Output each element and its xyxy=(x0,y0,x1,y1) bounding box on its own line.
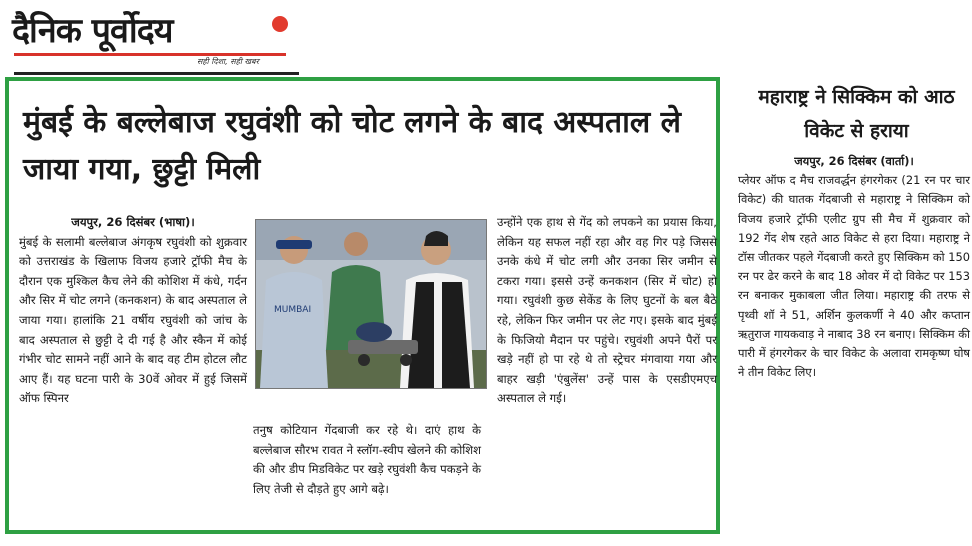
jersey-text: MUMBAI xyxy=(274,305,312,315)
newspaper-logo: दैनिक पूर्वोदय xyxy=(12,11,173,51)
story-column-1 xyxy=(19,213,247,409)
side-story-body: प्लेयर ऑफ द मैच राजवर्द्धन हंगरगेकर (21 रन पर चार विकेट) की घातक गेंदबाजी से महाराष्ट्र ने सिक्किम को विजय हजारे ट्रॉफी एलीट ग्रुप सी मैच में शुक्रवार को 192 गेंद शेष रहते आठ विकेट से हरा दिया। महाराष्ट्र ने टॉस जीतकर पहले गेंदबाजी करते हुए सिक्किम को 150 रन पर ढेर करने के बाद 18 ओवर में दो विकेट पर 153 रन बनाकर मुकाबला जीत लिया। महाराष्ट्र की तरफ से पृथ्वी शॉ ने 51, अर्शिन कुलकर्णी ने 40 और कप्तान ऋतुराज गायकवाड़ ने नाबाद 38 रन बनाए। सिक्किम की पारी में हंगरगेकर के चार विकेट के अलावा रामकृष्ण घोष ने तीन विकेट लिए। xyxy=(738,173,970,380)
logo-dot-icon xyxy=(272,16,288,32)
main-dateline: जयपुर, 26 दिसंबर (भाषा)। xyxy=(71,215,195,229)
masthead xyxy=(12,6,287,68)
story-column-2: तनुष कोटियान गेंदबाजी कर रहे थे। दाएं हाथ के बल्लेबाज सौरभ रावत ने स्लॉग-स्वीप खेलने की कोशिश की और डीप मिडविकेट पर खड़े रघुवंशी कैच पकड़ने के लिए तेजी से दौड़ते हुए आगे बढ़े। xyxy=(253,423,481,496)
masthead-dark-rule xyxy=(14,72,299,75)
main-headline: मुंबई के बल्लेबाज रघुवंशी को चोट लगने के बाद अस्पताल ले जाया गया, छुट्टी मिली xyxy=(23,105,681,187)
side-dateline: जयपुर, 26 दिसंबर (वार्ता)। xyxy=(794,154,914,168)
masthead-tagline: सही दिशा, सही खबर xyxy=(197,57,259,66)
news-photo-illustration xyxy=(256,220,486,388)
story-column-3: उन्होंने एक हाथ से गेंद को लपकने का प्रयास किया, लेकिन यह सफल नहीं रहा और वह गिर पड़े जिससे उनके कंधे में चोट लगी और उनका सिर जमीन से टकरा गया। इससे उन्हें कनकशन (सिर में चोट) हो गया। रघुवंशी कुछ सेकेंड के लिए घुटनों के बल बैठे रहे, लेकिन फिर जमीन पर लेट गए। इसके बाद मुंबई के फिजियो मैदान पर पहुंचे। रघुवंशी अपने पैरों पर खड़े नहीं हो पा रहे थे तो स्ट्रेचर मंगवाया गया और बाहर खड़ी 'एंबुलेंस' उन्हें पास के एसडीएमएच अस्पताल ले गई। xyxy=(497,215,717,406)
news-photo xyxy=(255,219,487,389)
side-story-text xyxy=(738,152,970,382)
story-column-1-text: मुंबई के सलामी बल्लेबाज अंगकृष रघुवंशी को शुक्रवार को उत्तराखंड के खिलाफ विजय हजारे ट्रॉफी मैच के दौरान एक मुश्किल कैच लेने की कोशिश में कंधे, गर्दन और सिर में चोट लगने (कनकशन) के बाद अस्पताल ले जाया गया। हालांकि 21 वर्षीय रघुवंशी को जांच के बाद अस्पताल से छुट्टी दे दी गई है और स्कैन में कोई गंभीर चोट सामने नहीं आने के बाद वह टीम होटल लौट आए हैं। यह घटना पारी के 30वें ओवर में हुई जिसमें ऑफ स्पिनर xyxy=(19,234,247,406)
side-headline: महाराष्ट्र ने सिक्किम को आठ विकेट से हराया xyxy=(758,86,955,142)
main-story-box xyxy=(5,77,720,534)
